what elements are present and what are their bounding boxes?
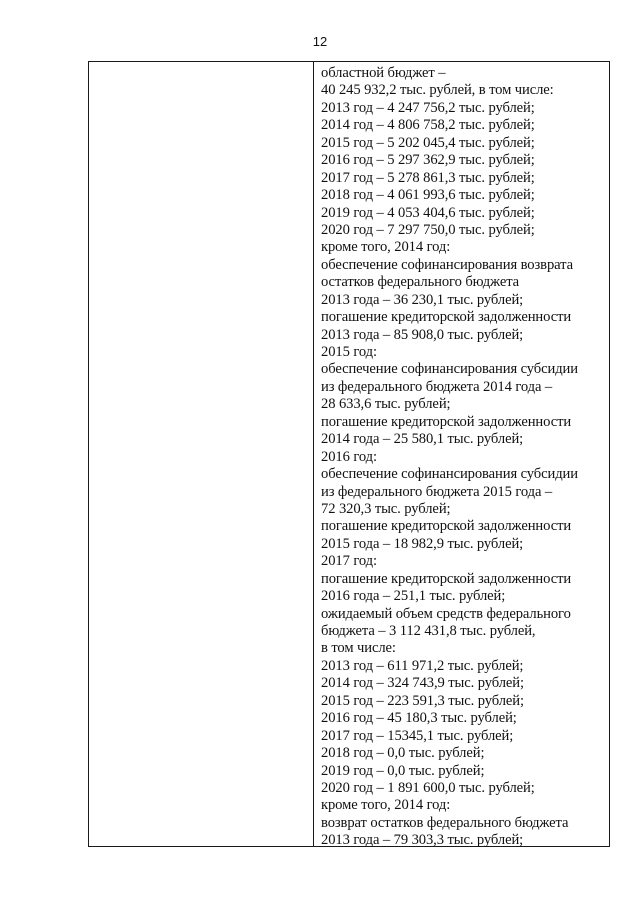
text-line: ожидаемый объем средств федерального: [321, 605, 571, 622]
text-line: 2020 год – 7 297 750,0 тыс. рублей;: [321, 221, 535, 238]
text-line: 2015 год – 5 202 045,4 тыс. рублей;: [321, 134, 535, 151]
text-line: бюджета – 3 112 431,8 тыс. рублей,: [321, 623, 536, 639]
column-divider: [313, 62, 314, 846]
text-line: 2016 год:: [321, 448, 377, 465]
text-line: 2014 год – 4 806 758,2 тыс. рублей;: [321, 117, 535, 134]
text-line: 2018 год – 4 061 993,6 тыс. рублей;: [321, 187, 535, 204]
text-line: из федерального бюджета 2014 года –: [321, 378, 553, 395]
text-line: 2017 год – 15345,1 тыс. рублей;: [321, 727, 514, 744]
text-line: 72 320,3 тыс. рублей;: [321, 500, 451, 517]
text-line: обеспечение софинансирования субсидии: [321, 361, 578, 378]
text-line: 2013 года – 36 230,1 тыс. рублей;: [321, 291, 524, 308]
text-line: обеспечение софинансирования субсидии: [321, 466, 578, 483]
text-line: в том числе:: [321, 640, 396, 657]
text-line: остатков федерального бюджета: [321, 274, 520, 291]
text-line: 2013 года – 79 303,3 тыс. рублей;: [321, 832, 524, 849]
text-line: 2017 год – 5 278 861,3 тыс. рублей;: [321, 169, 535, 186]
text-line: погашение кредиторской задолженности: [321, 570, 572, 587]
text-line: из федерального бюджета 2015 года –: [321, 483, 553, 500]
text-line: кроме того, 2014 год:: [321, 239, 451, 256]
text-line: 2019 год – 4 053 404,6 тыс. рублей;: [321, 204, 535, 221]
right-cell: [321, 65, 607, 850]
text-line: 2013 год – 4 247 756,2 тыс. рублей;: [321, 99, 535, 116]
text-line: 2019 год – 0,0 тыс. рублей;: [321, 762, 485, 779]
text-line: 2013 года – 85 908,0 тыс. рублей;: [321, 326, 524, 343]
text-line: возврат остатков федерального бюджета: [321, 814, 569, 831]
text-line: погашение кредиторской задолженности: [321, 413, 572, 430]
text-line: 2018 год – 0,0 тыс. рублей;: [321, 745, 485, 762]
text-line: 2015 год:: [321, 344, 377, 360]
text-line: погашение кредиторской задолженности: [321, 309, 572, 326]
text-line: 2016 год – 5 297 362,9 тыс. рублей;: [321, 152, 535, 169]
text-line: 2014 год – 324 743,9 тыс. рублей;: [321, 675, 524, 692]
text-line: 2017 год:: [321, 553, 377, 570]
text-line: 2016 года – 251,1 тыс. рублей;: [321, 588, 506, 605]
text-line: 2015 года – 18 982,9 тыс. рублей;: [321, 535, 524, 552]
funding-table: [88, 61, 610, 847]
page-number: 12: [312, 34, 328, 49]
text-line: 40 245 932,2 тыс. рублей, в том числе:: [321, 82, 554, 99]
text-line: 2016 год – 45 180,3 тыс. рублей;: [321, 710, 517, 727]
text-line: 2013 год – 611 971,2 тыс. рублей;: [321, 657, 524, 674]
text-line: областной бюджет –: [321, 65, 446, 81]
left-cell: [89, 62, 313, 846]
text-line: 28 633,6 тыс. рублей;: [321, 396, 451, 413]
text-line: кроме того, 2014 год:: [321, 797, 451, 814]
text-line: 2020 год – 1 891 600,0 тыс. рублей;: [321, 779, 535, 796]
text-line: обеспечение софинансирования возврата: [321, 256, 573, 273]
text-line: 2015 год – 223 591,3 тыс. рублей;: [321, 692, 524, 709]
text-line: погашение кредиторской задолженности: [321, 518, 572, 535]
text-line: 2014 года – 25 580,1 тыс. рублей;: [321, 431, 524, 448]
